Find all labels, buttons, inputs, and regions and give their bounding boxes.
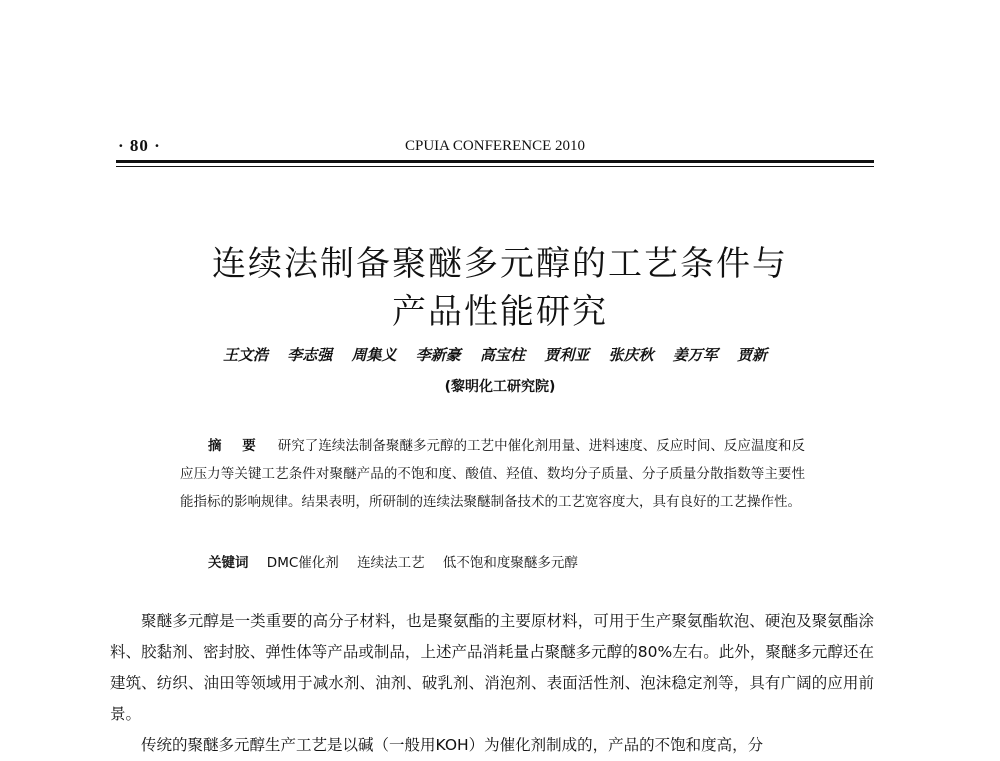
paper-title <box>100 240 900 336</box>
page-number: · 80 · <box>118 136 161 155</box>
keywords <box>208 552 805 574</box>
title-line-1: 连续法制备聚醚多元醇的工艺条件与 <box>212 244 788 284</box>
author-name: 李志强 <box>287 346 333 364</box>
author-name: 高宝柱 <box>479 346 525 364</box>
body-paragraph-2: 传统的聚醚多元醇生产工艺是以碱（一般用KOH）为催化剂制成的，产品的不饱和度高，分 <box>141 736 764 754</box>
author-name: 贾利亚 <box>544 346 590 364</box>
author-name: 李新豪 <box>415 346 461 364</box>
abstract-text: 研究了连续法制备聚醚多元醇的工艺中催化剂用量、进料速度、反应时间、反应温度和反应压力等关键工艺条件对聚醚产品的不饱和度、酸值、羟值、数均分子质量、分子质量分散指数等主要性能指标的影响规律。结果表明，所研制的连续法聚醚制备技术的工艺宽容度大，具有良好的工艺操作性。 <box>180 438 806 510</box>
author-name: 周集义 <box>351 346 397 364</box>
body-text <box>110 606 874 761</box>
author-name: 贾新 <box>736 346 767 364</box>
author-name: 姜万军 <box>672 346 718 364</box>
abstract-label: 摘 要 <box>208 438 264 454</box>
keyword: DMC催化剂 <box>266 555 339 571</box>
header-rule-thin <box>116 166 874 167</box>
keyword: 连续法工艺 <box>357 555 425 571</box>
author-list <box>120 344 870 365</box>
author-name: 张庆秋 <box>608 346 654 364</box>
keyword: 低不饱和度聚醚多元醇 <box>442 555 578 571</box>
keywords-label: 关键词 <box>208 555 249 571</box>
abstract <box>180 432 805 516</box>
body-paragraph-1: 聚醚多元醇是一类重要的高分子材料，也是聚氨酯的主要原材料，可用于生产聚氨酯软泡、硬泡及聚氨酯涂料、胶黏剂、密封胶、弹性体等产品或制品，上述产品消耗量占聚醚多元醇的80%左右。此外，聚醚多元醇还在建筑、纺织、油田等领域用于减水剂、油剂、破乳剂、消泡剂、表面活性剂、泡沫稳定剂等，具有广阔的应用前景。 <box>110 612 874 723</box>
header-rule-thick <box>116 160 874 163</box>
journal-name: CPUIA CONFERENCE 2010 <box>404 138 586 154</box>
affiliation: (黎明化工研究院) <box>444 379 556 395</box>
author-name: 王文浩 <box>222 346 268 364</box>
title-line-2: 产品性能研究 <box>392 292 608 332</box>
